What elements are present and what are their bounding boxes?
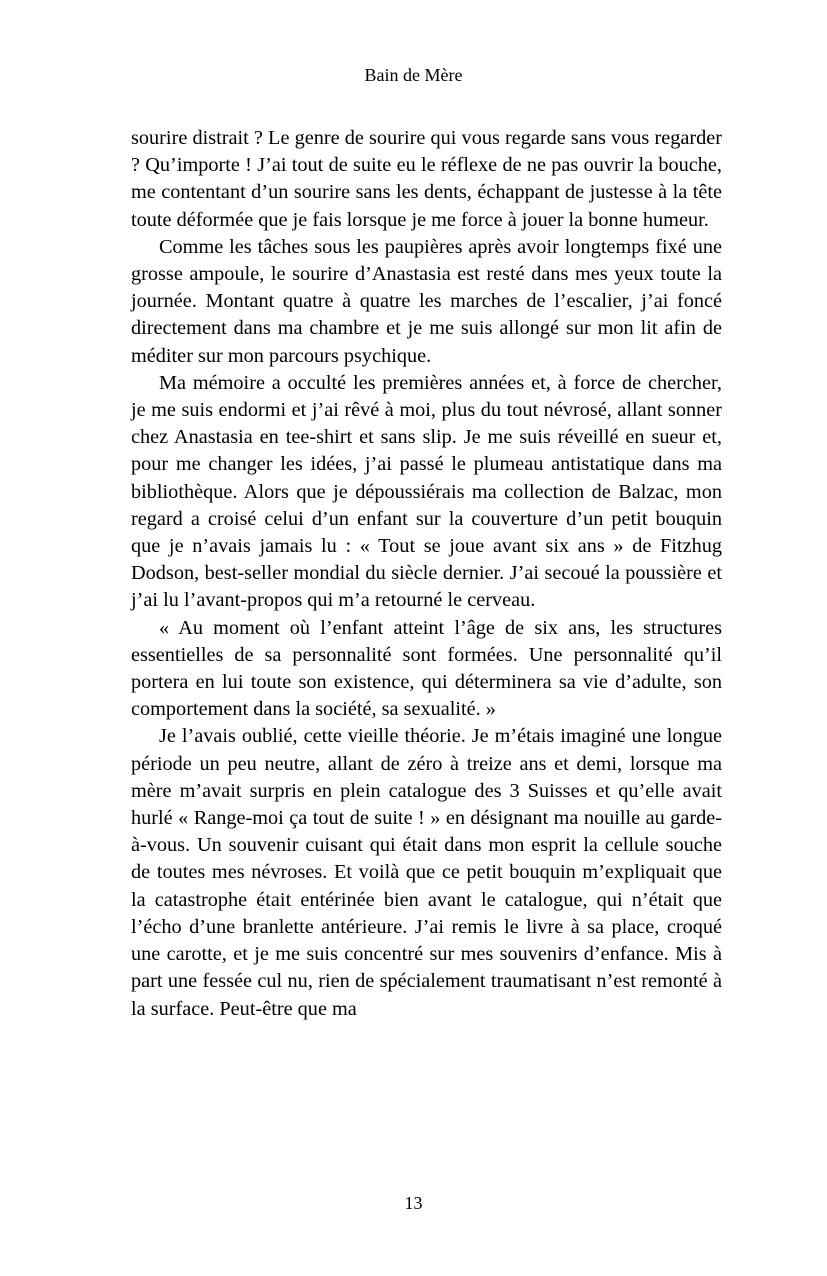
paragraph-5: Je l’avais oublié, cette vieille théorie. Je m’étais imaginé une longue période un peu neutre, allant de zéro à treize ans et demi, lorsque ma mère m’avait surpris en plein catalogue des 3 Suisses et qu’elle avait hurlé « Range-moi ça tout de suite ! » en désignant ma nouille au garde-à-vous. Un souvenir cuisant qui était dans mon esprit la cellule souche de toutes mes névroses. Et voilà que ce petit bouquin m’expliquait que la catastrophe était entérinée bien avant le catalogue, qui n’était que l’écho d’une branlette antérieure. J’ai remis le livre à sa place, croqué une carotte, et je me suis concentré sur mes souvenirs d’enfance. Mis à part une fessée cul nu, rien de spécialement traumatisant n’est remonté à la surface. Peut-être que ma: [131, 725, 722, 1020]
paragraph-2: Comme les tâches sous les paupières après avoir longtemps fixé une grosse ampoule, le sourire d’Anastasia est resté dans mes yeux toute la journée. Montant quatre à quatre les marches de l’escalier, j’ai foncé directement dans ma chambre et je me suis allongé sur mon lit afin de méditer sur mon parcours psychique.: [131, 235, 722, 367]
paragraph-3: Ma mémoire a occulté les premières années et, à force de chercher, je me suis endormi et j’ai rêvé à moi, plus du tout névrosé, allant sonner chez Anastasia en tee-shirt et sans slip. Je me suis réveillé en sueur et, pour me changer les idées, j’ai passé le plumeau antistatique dans ma bibliothèque. Alors que je dépoussiérais ma collection de Balzac, mon regard a croisé celui d’un enfant sur la couverture d’un petit bouquin que je n’avais jamais lu : « Tout se joue avant six ans » de Fitzhug Dodson, best-seller mondial du siècle dernier. J’ai secoué la poussière et j’ai lu l’avant-propos qui m’a retourné le cerveau.: [131, 371, 722, 612]
paragraph-1: sourire distrait ? Le genre de sourire qui vous regarde sans vous regarder ? Qu’importe ! J’ai tout de suite eu le réflexe de ne pas ouvrir la bouche, me contentant d’un sourire sans les dents, échappant de justesse à la tête toute déformée que je fais lorsque je me force à jouer la bonne humeur.: [131, 127, 722, 231]
running-header: Bain de Mère: [364, 65, 463, 85]
paragraph-4-quote: « Au moment où l’enfant atteint l’âge de six ans, les structures essentielles de sa personnalité sont formées. Une personnalité qu’il portera en lui toute son existence, qui déterminera sa vie d’adulte, son comportement dans la société, sa sexualité. »: [131, 616, 722, 721]
body-text: [131, 125, 722, 1023]
page-number: 13: [404, 1193, 423, 1213]
